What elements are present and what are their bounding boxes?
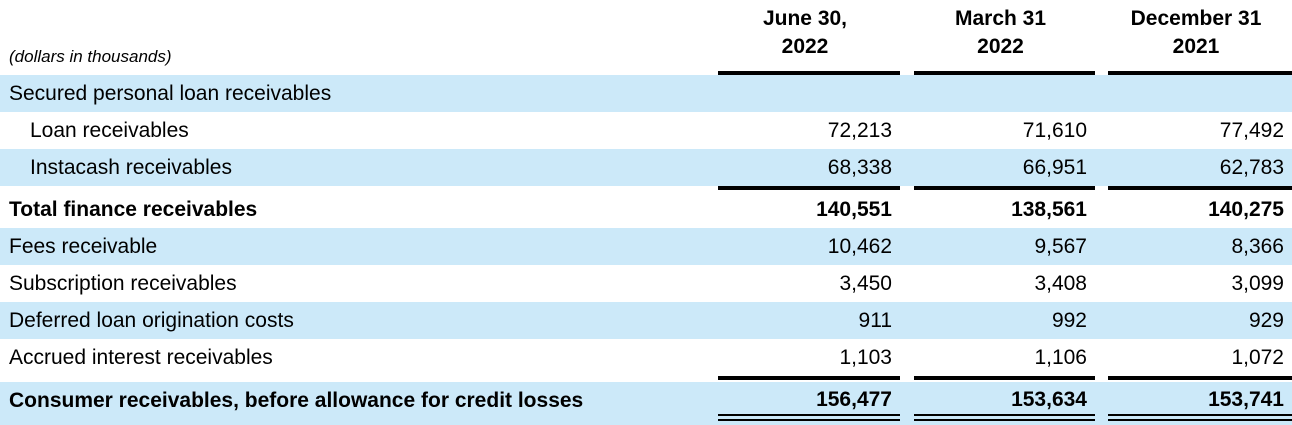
table-row <box>0 382 1292 425</box>
table-row <box>0 228 1292 265</box>
cell-value: 66,951 <box>1022 155 1087 179</box>
row-label: Subscription receivables <box>9 271 237 295</box>
cell-value: 68,338 <box>827 155 892 179</box>
table-row <box>0 339 1292 376</box>
row-label: Loan receivables <box>30 118 189 142</box>
table-row <box>0 265 1292 302</box>
cell-value: 1,106 <box>1034 345 1087 369</box>
cell-value: 138,561 <box>1011 197 1087 221</box>
cell-value: 62,783 <box>1219 155 1284 179</box>
table-body <box>0 75 1292 425</box>
cell-value: 153,741 <box>1108 382 1292 425</box>
row-label: Total finance receivables <box>9 197 258 221</box>
table-header <box>0 0 1292 75</box>
table-row <box>0 112 1292 149</box>
row-label: Accrued interest receivables <box>9 345 273 369</box>
row-label: Deferred loan origination costs <box>9 308 294 332</box>
cell-value: 3,408 <box>1034 271 1087 295</box>
cell-value: 3,099 <box>1231 271 1284 295</box>
column-header-line1: June 30, <box>762 7 848 30</box>
cell-value <box>1108 75 1292 112</box>
cell-value: 156,477 <box>718 382 900 425</box>
cell-value: 992 <box>1051 308 1087 332</box>
column-header-line1: March 31 <box>954 7 1047 30</box>
row-label: Secured personal loan receivables <box>9 81 332 105</box>
column-header-march-31-2022 <box>914 0 1095 75</box>
cell-value <box>718 75 900 112</box>
table-row <box>0 191 1292 228</box>
cell-value: 140,275 <box>1208 197 1284 221</box>
column-header-line2: 2022 <box>781 35 829 58</box>
column-header-line2: 2021 <box>1172 35 1220 58</box>
cell-value: 10,462 <box>827 234 892 258</box>
column-header-december-31-2021 <box>1108 0 1292 75</box>
cell-value: 9,567 <box>1034 234 1087 258</box>
column-header-line2: 2022 <box>977 35 1024 58</box>
table-row <box>0 149 1292 186</box>
table-row <box>0 302 1292 339</box>
cell-value: 153,634 <box>914 382 1095 425</box>
table-row <box>0 75 1292 112</box>
row-label: Consumer receivables, before allowance for credit losses <box>9 388 584 412</box>
cell-value: 1,103 <box>839 345 892 369</box>
column-header-line1: December 31 <box>1130 7 1262 30</box>
row-label: Instacash receivables <box>30 155 232 179</box>
cell-value <box>914 75 1095 112</box>
units-note: (dollars in thousands) <box>9 47 172 66</box>
cell-value: 71,610 <box>1022 118 1087 142</box>
cell-value: 3,450 <box>839 271 892 295</box>
cell-value: 929 <box>1248 308 1284 332</box>
column-header-june-30-2022 <box>718 0 900 75</box>
cell-value: 8,366 <box>1231 234 1284 258</box>
row-label: Fees receivable <box>9 234 158 258</box>
cell-value: 1,072 <box>1231 345 1284 369</box>
cell-value: 140,551 <box>816 197 892 221</box>
cell-value: 77,492 <box>1219 118 1284 142</box>
cell-value: 911 <box>858 308 892 332</box>
cell-value: 72,213 <box>827 118 892 142</box>
